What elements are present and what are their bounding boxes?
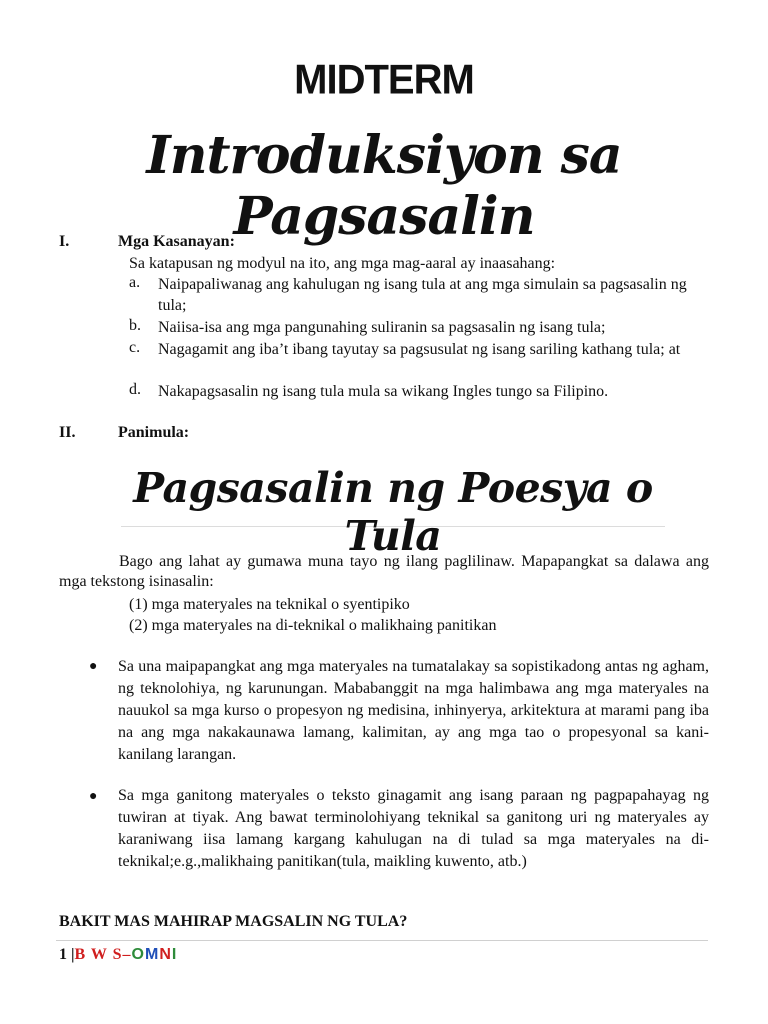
page-number: 1 | xyxy=(59,946,75,963)
objectives-intro: Sa katapusan ng modyul na ito, ang mga mag-aaral ay inaasahang: xyxy=(129,255,556,272)
brand-omni-i: I xyxy=(171,946,178,963)
brand-omni-m: M xyxy=(144,946,160,963)
brand-omni-n: N xyxy=(159,946,172,963)
bullet-paragraph: Sa una maipapangkat ang mga materyales na tumatalakay sa sopistikadong antas ng agham, ng teknolohiya, ng karunungan. Mababanggit na mga halimbawa ang mga materyales na nauukol sa mga kurso o propesyon ng medisina, inhinyerya, arkitektura at marami pang iba na ang mga nakakaunawa lamang, kalimitan, ay ang mga tao o propesyonal sa kani-kanilang larangan. xyxy=(118,658,709,763)
section-number: I. xyxy=(59,233,70,250)
objective-text: Nakapagsasalin ng isang tula mula sa wikang Ingles tungo sa Filipino. xyxy=(158,383,609,400)
section-heading: BAKIT MAS MAHIRAP MAGSALIN NG TULA? xyxy=(59,913,408,930)
objective-letter: b. xyxy=(129,317,141,334)
banner-title: Pagsasalin ng Poesya o Tula xyxy=(133,464,653,560)
objective-letter: a. xyxy=(129,274,141,291)
bullet-icon: ● xyxy=(89,659,98,674)
section-title: Mga Kasanayan: xyxy=(118,233,235,250)
list-item: (1) mga materyales na teknikal o syentipiko xyxy=(129,596,410,613)
intro-paragraph: Bago ang lahat ay gumawa muna tayo ng ilang paglilinaw. Mapapangkat sa dalawa ang mga tekstong isinasalin: xyxy=(59,553,709,590)
brand-bws: B W S xyxy=(74,946,123,963)
objective-text: Naipapaliwanag ang kahulugan ng isang tula at ang mga simulain sa pagsasalin ng tula; xyxy=(158,276,687,314)
midterm-heading: MIDTERM xyxy=(294,56,474,104)
objective-text: Naiisa-isa ang mga pangunahing suliranin sa pagsasalin ng isang tula; xyxy=(158,319,606,336)
bullet-icon: ● xyxy=(89,789,98,804)
footer-divider xyxy=(56,940,708,941)
section-title: Panimula: xyxy=(118,424,190,441)
bullet-paragraph: Sa mga ganitong materyales o teksto ginagamit ang isang paraan ng pagpapahayag ng tuwiran at tiyak. Ang bawat terminolohiyang teknikal sa ganitong uri ng materyales ay karaniwang iisa lamang kargang kahulugan na di tulad sa mga materyales na di-teknikal;e.g.,malikhaing panitikan(tula, maikling kuwento, atb.) xyxy=(118,787,709,870)
brand-omni-o: O xyxy=(131,946,145,963)
brand-dash: – xyxy=(122,946,132,963)
list-item: (2) mga materyales na di-teknikal o malikhaing panitikan xyxy=(129,617,497,634)
section-number: II. xyxy=(59,424,76,441)
document-title: Introduksiyon sa Pagsasalin xyxy=(146,125,622,247)
objective-letter: d. xyxy=(129,381,141,398)
footer xyxy=(59,946,177,964)
objective-text: Nagagamit ang iba’t ibang tayutay sa pagsusulat ng isang sariling kathang tula; at xyxy=(158,341,681,358)
banner-image xyxy=(121,458,665,560)
objective-letter: c. xyxy=(129,339,141,356)
